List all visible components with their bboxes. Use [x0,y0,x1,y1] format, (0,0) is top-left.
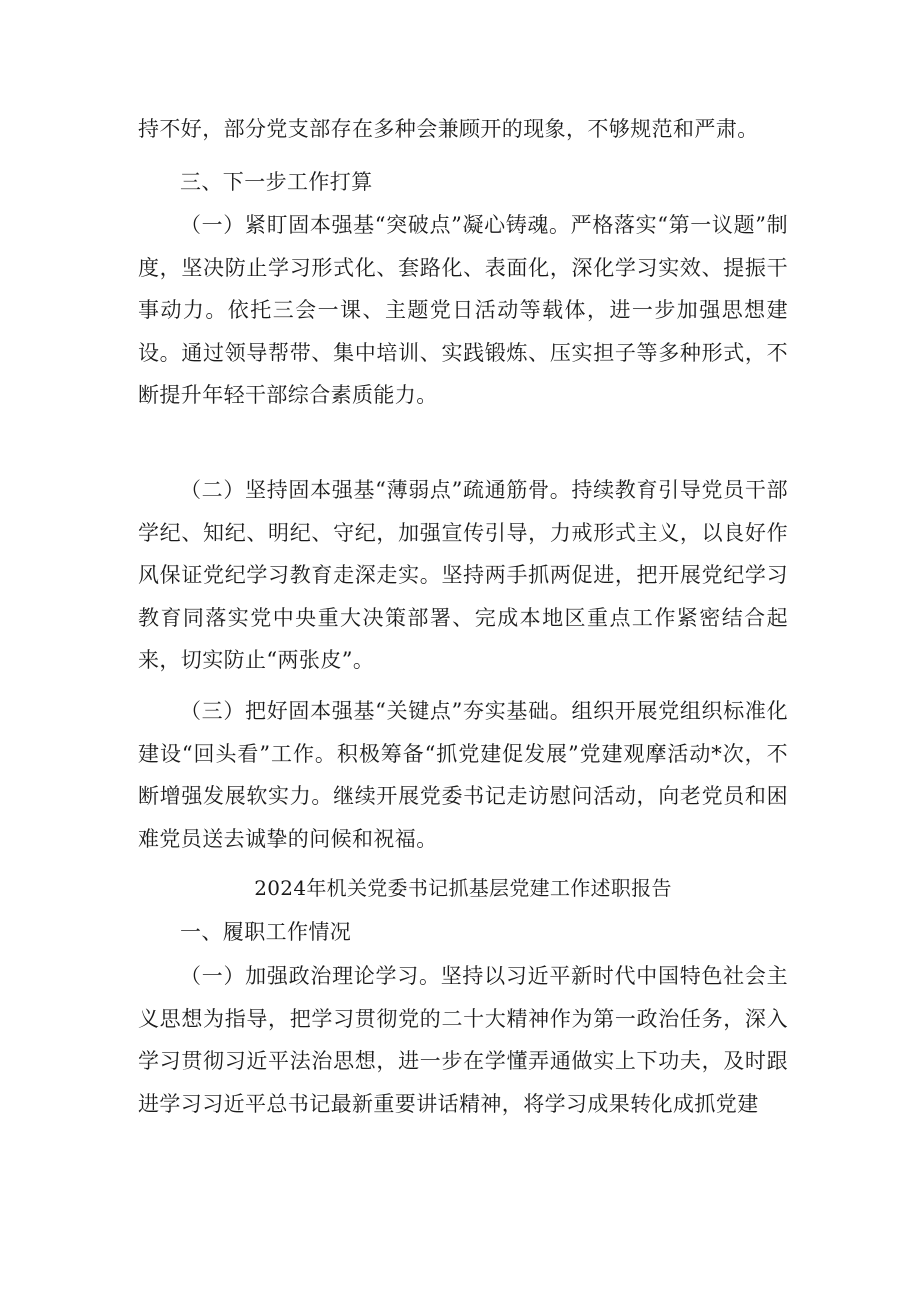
report-title: 2024年机关党委书记抓基层党建工作述职报告 [254,876,672,900]
continuation-paragraph: 持不好，部分党支部存在多种会兼顾开的现象，不够规范和严肃。 [138,117,759,141]
next-step-paragraph-3: （三）把好固本强基“关键点”夯实基础。组织开展党组织标准化建设“回头看”工作。积极筹备“抓党建促发展”党建观摩活动*次，不断增强发展软实力。继续开展党委书记走访慰问活动，向老党员和困难党员送去诚挚的问候和祝福。 [138,699,788,851]
duties-paragraph-1: （一）加强政治理论学习。坚持以习近平新时代中国特色社会主义思想为指导，把学习贯彻党的二十大精神作为第一政治任务，深入学习贯彻习近平法治思想，进一步在学懂弄通做实上下功夫，及时跟进学习习近平总书记最新重要讲话精神，将学习成果转化成抓党建 [138,964,788,1116]
next-step-paragraph-2: （二）坚持固本强基“薄弱点”疏通筋骨。持续教育引导党员干部学纪、知纪、明纪、守纪，加强宣传引导，力戒形式主义，以良好作风保证党纪学习教育走深走实。坚持两手抓两促进，把开展党纪学习教育同落实党中央重大决策部署、完成本地区重点工作紧密结合起来，切实防止“两张皮”。 [138,478,788,672]
next-step-paragraph-1: （一）紧盯固本强基“突破点”凝心铸魂。严格落实“第一议题”制度，坚决防止学习形式化、套路化、表面化，深化学习实效、提振干事动力。依托三会一课、主题党日活动等载体，进一步加强思想建设。通过领导帮带、集中培训、实践锻炼、压实担子等多种形式，不断提升年轻干部综合素质能力。 [138,213,788,407]
section-heading-next-steps: 三、下一步工作打算 [180,170,373,194]
section-heading-duties: 一、履职工作情况 [180,920,352,944]
